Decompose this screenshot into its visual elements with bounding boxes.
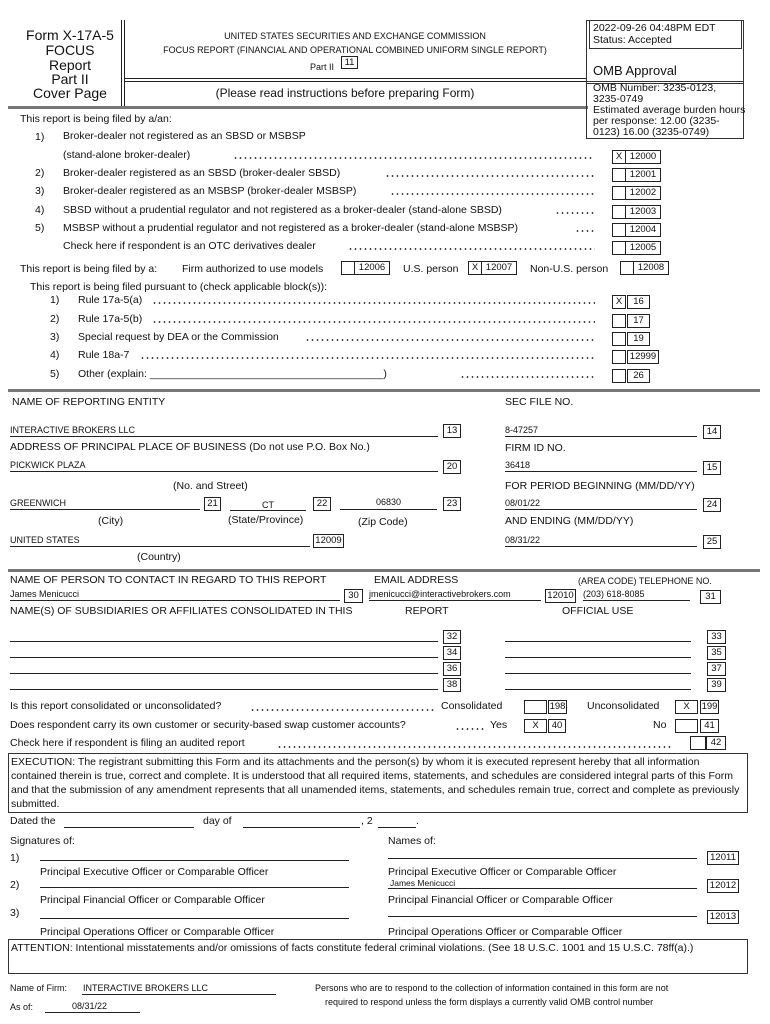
underline: [369, 600, 541, 601]
phone-field[interactable]: (203) 618-8085: [583, 589, 645, 599]
no-label: No: [653, 719, 667, 731]
field-code: 33: [707, 630, 726, 644]
contact-name-field[interactable]: James Menicucci: [10, 589, 80, 599]
field-code: 16: [627, 295, 650, 309]
submission-timestamp: 2022-09-26 04:48PM EDT: [593, 22, 716, 34]
underline: [505, 436, 697, 437]
field-code: 12006: [354, 261, 390, 275]
field-code: 36: [443, 662, 461, 676]
divider: [121, 20, 122, 108]
field-code: 15: [703, 461, 721, 475]
signature-role: Principal Financial Officer or Comparable Officer: [40, 894, 265, 906]
leader-dots: [277, 746, 672, 748]
leader-dots: [390, 193, 595, 195]
period-begin-field[interactable]: 08/01/22: [505, 498, 541, 508]
checkbox[interactable]: [612, 223, 626, 237]
sec-file-label: SEC FILE NO.: [505, 396, 574, 408]
leader-dots: [152, 302, 595, 304]
submission-status: Status: Accepted: [593, 34, 672, 46]
omb-info-line: 3235-0749: [593, 93, 644, 105]
part-code: 11: [341, 56, 358, 69]
omb-notice-line: required to respond unless the form displays a currently valid OMB control number: [325, 997, 654, 1007]
agency-name: UNITED STATES SECURITIES AND EXCHANGE COMMISSION: [224, 31, 486, 41]
field-code: 12007: [481, 261, 517, 275]
field-code: 40: [548, 719, 566, 733]
street-field[interactable]: PICKWICK PLAZA: [10, 460, 86, 470]
signature-line[interactable]: [40, 860, 349, 861]
item-number: 3): [35, 185, 45, 197]
filed-by-intro: This report is being filed by a/an:: [20, 113, 172, 125]
field-code: 23: [443, 497, 461, 511]
field-code: 12001: [625, 168, 661, 182]
signature-line[interactable]: [40, 887, 349, 888]
item-number: 2): [50, 313, 60, 325]
signatures-label: Signatures of:: [10, 835, 75, 847]
field-code: 14: [703, 425, 721, 439]
underline: [505, 509, 697, 510]
item-number: 2): [35, 167, 45, 179]
street-caption: (No. and Street): [173, 480, 248, 492]
signature-role: Principal Executive Officer or Comparable Officer: [40, 866, 269, 878]
leader-dots: [305, 339, 595, 341]
email-label: EMAIL ADDRESS: [374, 574, 459, 586]
form-title-line: FOCUS: [45, 42, 95, 58]
checkbox[interactable]: X: [612, 150, 626, 164]
field-code: 12003: [625, 205, 661, 219]
sec-file-field[interactable]: 8-47257: [505, 425, 539, 435]
period-mark: .: [416, 815, 419, 827]
field-code: 12009: [313, 534, 344, 548]
item-label: Rule 18a-7: [78, 349, 130, 361]
field-code: 35: [707, 646, 726, 660]
underline: [505, 546, 697, 547]
underline: [10, 546, 310, 547]
subsidiary-field[interactable]: [10, 689, 438, 690]
field-code: 25: [703, 535, 721, 549]
subsidiaries-label-cont: REPORT: [405, 605, 449, 617]
item-number: 4): [50, 349, 60, 361]
yes-checkbox[interactable]: X: [524, 719, 547, 733]
checkbox[interactable]: [612, 369, 626, 383]
field-code: 20: [443, 460, 461, 474]
checkbox[interactable]: [612, 350, 626, 364]
firm-name-label: Name of Firm:: [10, 983, 68, 993]
divider: [8, 106, 588, 109]
contact-name-label: NAME OF PERSON TO CONTACT IN REGARD TO THIS REPORT: [10, 574, 327, 586]
item-label: Broker-dealer not registered as an SBSD or MSBSP: [63, 130, 306, 142]
signature-line[interactable]: [40, 918, 349, 919]
non-us-person-label: Non-U.S. person: [530, 263, 609, 275]
field-code: 12005: [625, 241, 661, 255]
period-begin-label: FOR PERIOD BEGINNING (MM/DD/YY): [505, 480, 695, 492]
checkbox[interactable]: [612, 186, 626, 200]
name-role: Principal Executive Officer or Comparable Officer: [388, 866, 617, 878]
name-role: Principal Operations Officer or Comparable Officer: [388, 926, 623, 938]
entity-name-label: NAME OF REPORTING ENTITY: [12, 396, 166, 408]
checkbox[interactable]: [612, 241, 626, 255]
day-of-label: day of: [203, 815, 232, 827]
field-code: 12999: [627, 350, 659, 364]
subsidiary-field[interactable]: [10, 673, 438, 674]
underline: [10, 509, 200, 510]
field-code: 12013: [707, 910, 739, 924]
item-label: Rule 17a-5(b): [78, 313, 143, 325]
field-code: 22: [313, 497, 331, 511]
part-label: Part II: [310, 62, 335, 72]
name-field[interactable]: [388, 916, 697, 917]
leader-dots: [250, 709, 435, 711]
entity-name-field[interactable]: INTERACTIVE BROKERS LLC: [10, 425, 136, 435]
form-title-line: Part II: [51, 71, 89, 87]
underline: [82, 994, 276, 995]
month-field[interactable]: [243, 827, 360, 828]
dated-label: Dated the: [10, 815, 56, 827]
leader-dots: [575, 230, 595, 232]
subsidiary-field[interactable]: [10, 641, 438, 642]
official-use-field: [505, 657, 691, 658]
item-number: 4): [35, 204, 45, 216]
city-caption: (City): [98, 515, 124, 527]
divider: [8, 569, 760, 572]
firm-id-field[interactable]: 36418: [505, 460, 531, 470]
firm-id-label: FIRM ID NO.: [505, 442, 566, 454]
field-code: 26: [627, 369, 650, 383]
field-code: 42: [706, 736, 726, 750]
omb-approval-title: OMB Approval: [593, 63, 677, 78]
item-label: Broker-dealer registered as an SBSD (broker-dealer SBSD): [63, 167, 341, 179]
item-label: MSBSP without a prudential regulator and not registered as a broker-dealer (stand-alone MSBSP): [63, 222, 519, 234]
names-label: Names of:: [388, 835, 436, 847]
underline: [10, 436, 438, 437]
omb-info-line: per response: 12.00 (3235-: [593, 115, 720, 127]
underline: [10, 600, 340, 601]
underline: [583, 600, 690, 601]
item-number: 1): [35, 131, 45, 143]
other-explain-field[interactable]: Other (explain: ________________________________________): [78, 368, 387, 380]
field-code: 41: [700, 719, 719, 733]
leader-dots: [460, 376, 595, 378]
field-code: 21: [204, 497, 221, 511]
unconsolidated-checkbox[interactable]: X: [675, 700, 698, 714]
state-caption: (State/Province): [228, 514, 304, 526]
leader-dots: [348, 248, 595, 250]
consolidated-checkbox[interactable]: [524, 700, 547, 714]
underline: [45, 1012, 140, 1013]
us-person-label: U.S. person: [403, 263, 459, 275]
day-field[interactable]: [64, 827, 194, 828]
omb-notice-line: Persons who are to respond to the collection of information contained in this form are not: [315, 983, 669, 993]
row-number: 2): [10, 879, 20, 891]
item-label: SBSD without a prudential regulator and not registered as a broker-dealer (stand-alone SBSD): [63, 204, 502, 216]
field-code: 12000: [625, 150, 661, 164]
checkbox[interactable]: [612, 205, 626, 219]
checkbox[interactable]: [612, 332, 626, 346]
official-use-field: [505, 689, 691, 690]
field-code: 198: [549, 701, 566, 712]
subsidiary-field[interactable]: [10, 657, 438, 658]
checkbox[interactable]: [612, 314, 626, 328]
firm-name-value: INTERACTIVE BROKERS LLC: [83, 983, 209, 993]
year-prefix: , 2: [361, 815, 373, 827]
signature-role: Principal Operations Officer or Comparable Officer: [40, 926, 275, 938]
official-use-field: [505, 641, 691, 642]
accounts-question: Does respondent carry its own customer or security-based swap customer accounts?: [10, 719, 406, 731]
form-title-line: Cover Page: [33, 85, 107, 101]
field-code: 30: [344, 589, 363, 603]
name-field[interactable]: [388, 888, 697, 889]
leader-dots: [233, 157, 593, 159]
as-of-value: 08/31/22: [72, 1001, 108, 1011]
underline: [505, 471, 697, 472]
official-use-label: OFFICIAL USE: [562, 605, 634, 617]
omb-info-line: 0123) 16.00 (3235-0749): [593, 126, 710, 138]
us-person-checkbox[interactable]: X: [468, 261, 482, 275]
item-label: Check here if respondent is an OTC derivatives dealer: [63, 240, 316, 252]
consolidated-label: Consolidated: [441, 700, 503, 712]
field-code: 37: [707, 662, 726, 676]
omb-info-line: OMB Number: 3235-0123,: [593, 82, 717, 94]
item-number: 3): [50, 331, 60, 343]
leader-dots: [152, 321, 595, 323]
omb-info-line: Estimated average burden hours: [593, 104, 746, 116]
country-field[interactable]: UNITED STATES: [10, 535, 80, 545]
name-field[interactable]: [388, 858, 697, 859]
official-use-field: [505, 673, 691, 674]
filer-status-label: This report is being filed by a:: [20, 263, 158, 275]
attention-notice: ATTENTION: Intentional misstatements and/or omissions of facts constitute federal criminal violations. (See 18 U.S.C. 1001 and 15 U.S.C. 78ff(a).): [8, 939, 748, 974]
item-label: Special request by DEA or the Commission: [78, 331, 279, 343]
state-field[interactable]: CT: [262, 500, 274, 510]
city-field[interactable]: GREENWICH: [10, 498, 66, 508]
models-label: Firm authorized to use models: [182, 263, 324, 275]
field-code: 31: [700, 590, 721, 604]
consolidated-question: Is this report consolidated or unconsolidated?: [10, 700, 222, 712]
leader-dots: [385, 175, 595, 177]
subsidiaries-label: NAME(S) OF SUBSIDIARIES OR AFFILIATES CONSOLIDATED IN THIS: [10, 605, 353, 617]
period-end-field[interactable]: 08/31/22: [505, 535, 541, 545]
period-end-label: AND ENDING (MM/DD/YY): [505, 515, 634, 527]
instructions-note: (Please read instructions before preparing Form): [215, 86, 475, 100]
field-code: 39: [707, 678, 726, 692]
checkbox[interactable]: X: [612, 295, 626, 309]
underline: [10, 471, 438, 472]
leader-dots: [140, 357, 595, 359]
unconsolidated-label: Unconsolidated: [587, 700, 660, 712]
no-checkbox[interactable]: [675, 719, 698, 733]
address-label: ADDRESS OF PRINCIPAL PLACE OF BUSINESS (Do not use P.O. Box No.): [10, 441, 370, 453]
country-caption: (Country): [137, 551, 181, 563]
checkbox[interactable]: [612, 168, 626, 182]
audited-question: Check here if respondent is filing an audited report: [10, 737, 245, 749]
models-checkbox[interactable]: [341, 261, 355, 275]
email-field[interactable]: jmenicucci@interactivebrokers.com: [369, 589, 511, 599]
phone-label: (AREA CODE) TELEPHONE NO.: [578, 576, 712, 586]
zip-caption: (Zip Code): [358, 516, 408, 528]
field-code: 19: [627, 332, 650, 346]
divider: [124, 81, 586, 82]
field-code: 12011: [707, 851, 739, 865]
field-code: 32: [443, 630, 461, 644]
yes-label: Yes: [490, 719, 508, 731]
underline: [230, 510, 306, 511]
row-number: 3): [10, 907, 20, 919]
field-code: 38: [443, 678, 461, 692]
form-title-line: Form X-17A-5: [26, 27, 114, 43]
item-label: Broker-dealer registered as an MSBSP (broker-dealer MSBSP): [63, 185, 357, 197]
field-code: 12008: [633, 261, 669, 275]
year-field[interactable]: [378, 827, 416, 828]
field-code: 12012: [707, 879, 739, 893]
item-number: 5): [35, 222, 45, 234]
divider: [8, 389, 760, 392]
as-of-label: As of:: [10, 1002, 34, 1012]
execution-statement: EXECUTION: The registrant submitting this Form and its attachments and the person(s) by whom it is executed represent hereby that all information contained therein is true, correct and complete. It is understood that all required items, statements, and schedules are considered integral parts of this Form and that the submission of any amendment represents that all unamended items, statements, and schedules remain true, correct and complete as previously submitted.: [8, 753, 748, 813]
report-name: FOCUS REPORT (FINANCIAL AND OPERATIONAL COMBINED UNIFORM SINGLE REPORT): [163, 45, 547, 55]
leader-dots: [555, 212, 595, 214]
underline: [340, 509, 437, 510]
pursuant-intro: This report is being filed pursuant to (check applicable block(s)):: [30, 281, 328, 293]
form-title-line: Report: [48, 57, 92, 73]
audited-checkbox[interactable]: [690, 736, 706, 750]
field-code: 24: [703, 498, 721, 512]
item-label: (stand-alone broker-dealer): [63, 149, 191, 161]
field-code: 12004: [625, 223, 661, 237]
item-number: 5): [50, 368, 60, 380]
field-code: 34: [443, 646, 461, 660]
item-label: Rule 17a-5(a): [78, 294, 143, 306]
field-code: 17: [627, 314, 650, 328]
item-number: 1): [50, 294, 60, 306]
field-code: 199: [701, 701, 718, 712]
zip-field[interactable]: 06830: [375, 497, 402, 507]
field-code: 12002: [625, 186, 661, 200]
name-field-value[interactable]: James Menicucci: [390, 878, 456, 888]
name-role: Principal Financial Officer or Comparable Officer: [388, 894, 613, 906]
row-number: 1): [10, 852, 20, 864]
field-code: 12010: [545, 589, 576, 603]
non-us-person-checkbox[interactable]: [620, 261, 634, 275]
leader-dots: [455, 728, 485, 730]
divider: [124, 78, 586, 79]
field-code: 13: [443, 424, 461, 438]
